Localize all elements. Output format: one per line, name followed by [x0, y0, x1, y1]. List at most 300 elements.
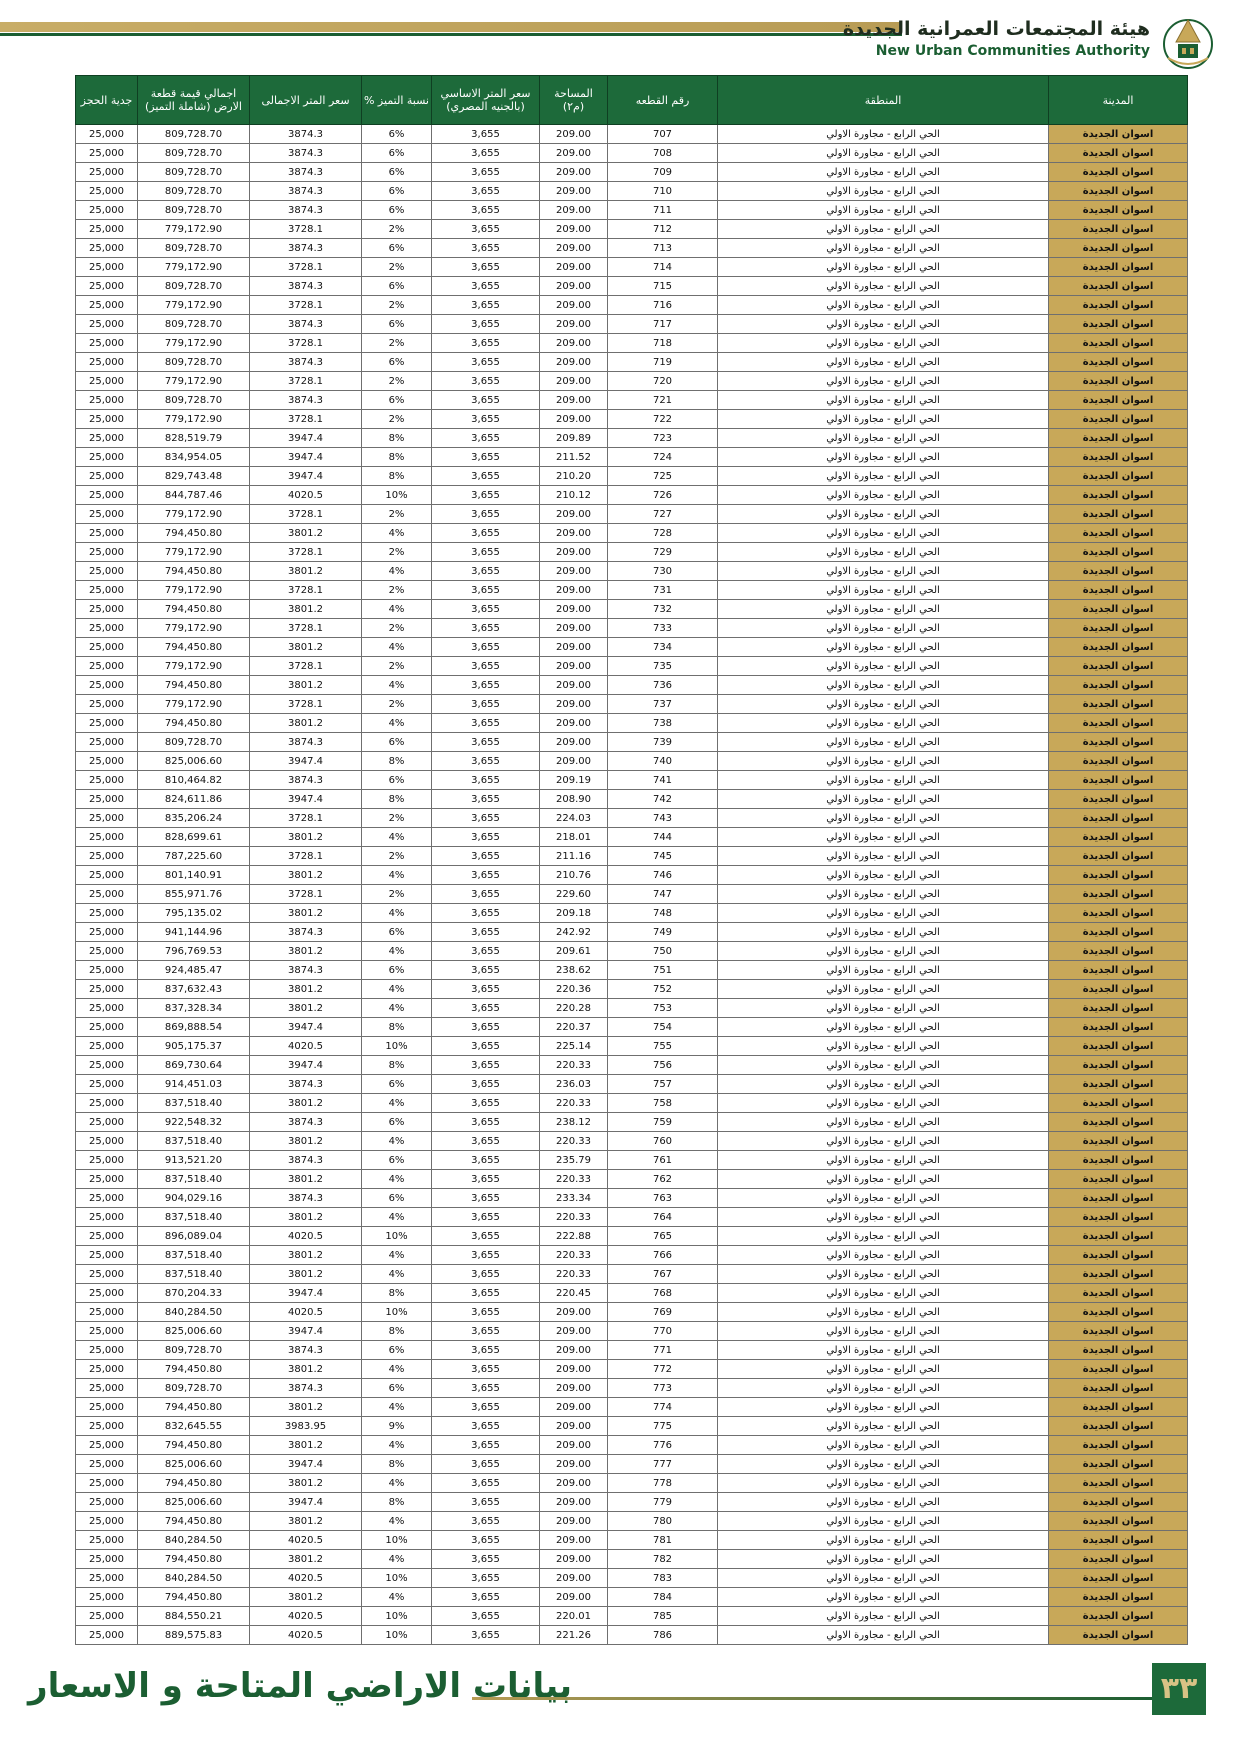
nuca-logo-icon: [1160, 14, 1216, 70]
cell-total-price: 3874.3: [250, 391, 362, 410]
cell-region: الحي الرابع - مجاورة الاولي: [718, 1189, 1049, 1208]
table-row: [76, 619, 1188, 638]
cell-total-price: 3874.3: [250, 315, 362, 334]
cell-area: 211.52: [540, 448, 608, 467]
cell-premium: 6%: [362, 961, 432, 980]
cell-deposit: 25,000: [76, 961, 138, 980]
cell-total: 869,888.54: [138, 1018, 250, 1037]
cell-total: 809,728.70: [138, 277, 250, 296]
table-header-row: [76, 76, 1188, 125]
cell-region: الحي الرابع - مجاورة الاولي: [718, 486, 1049, 505]
table-row: [76, 410, 1188, 429]
cell-base-price: 3,655: [432, 1379, 540, 1398]
cell-premium: 8%: [362, 790, 432, 809]
cell-deposit: 25,000: [76, 1588, 138, 1607]
cell-city: اسوان الجديدة: [1049, 885, 1188, 904]
cell-total: 801,140.91: [138, 866, 250, 885]
cell-area: 209.00: [540, 1588, 608, 1607]
cell-plot: 723: [608, 429, 718, 448]
cell-base-price: 3,655: [432, 1284, 540, 1303]
cell-region: الحي الرابع - مجاورة الاولي: [718, 1056, 1049, 1075]
cell-plot: 754: [608, 1018, 718, 1037]
cell-city: اسوان الجديدة: [1049, 1265, 1188, 1284]
cell-deposit: 25,000: [76, 1246, 138, 1265]
cell-base-price: 3,655: [432, 220, 540, 239]
cell-region: الحي الرابع - مجاورة الاولي: [718, 866, 1049, 885]
cell-deposit: 25,000: [76, 695, 138, 714]
cell-premium: 4%: [362, 1246, 432, 1265]
cell-premium: 8%: [362, 448, 432, 467]
org-name-arabic: هيئة المجتمعات العمرانية الجديدة: [842, 18, 1150, 40]
cell-deposit: 25,000: [76, 201, 138, 220]
cell-total-price: 3874.3: [250, 1341, 362, 1360]
cell-base-price: 3,655: [432, 1151, 540, 1170]
cell-total-price: 3801.2: [250, 1132, 362, 1151]
cell-region: الحي الرابع - مجاورة الاولي: [718, 1284, 1049, 1303]
cell-area: 209.00: [540, 1341, 608, 1360]
cell-total-price: 4020.5: [250, 1037, 362, 1056]
cell-city: اسوان الجديدة: [1049, 619, 1188, 638]
cell-deposit: 25,000: [76, 163, 138, 182]
cell-premium: 2%: [362, 885, 432, 904]
cell-premium: 6%: [362, 353, 432, 372]
cell-total: 828,699.61: [138, 828, 250, 847]
cell-total: 844,787.46: [138, 486, 250, 505]
cell-premium: 2%: [362, 657, 432, 676]
cell-deposit: 25,000: [76, 1265, 138, 1284]
cell-premium: 2%: [362, 372, 432, 391]
cell-total-price: 3801.2: [250, 866, 362, 885]
cell-total: 779,172.90: [138, 695, 250, 714]
cell-area: 209.00: [540, 695, 608, 714]
cell-base-price: 3,655: [432, 1550, 540, 1569]
cell-total-price: 3801.2: [250, 980, 362, 999]
cell-city: اسوان الجديدة: [1049, 296, 1188, 315]
cell-region: الحي الرابع - مجاورة الاولي: [718, 1436, 1049, 1455]
cell-premium: 10%: [362, 1607, 432, 1626]
cell-total-price: 3728.1: [250, 581, 362, 600]
cell-base-price: 3,655: [432, 1626, 540, 1645]
cell-region: الحي الرابع - مجاورة الاولي: [718, 809, 1049, 828]
cell-city: اسوان الجديدة: [1049, 1284, 1188, 1303]
cell-total: 794,450.80: [138, 638, 250, 657]
cell-plot: 755: [608, 1037, 718, 1056]
cell-total: 809,728.70: [138, 163, 250, 182]
cell-plot: 781: [608, 1531, 718, 1550]
cell-region: الحي الرابع - مجاورة الاولي: [718, 1208, 1049, 1227]
table-row: [76, 391, 1188, 410]
cell-city: اسوان الجديدة: [1049, 1550, 1188, 1569]
cell-region: الحي الرابع - مجاورة الاولي: [718, 847, 1049, 866]
cell-premium: 4%: [362, 714, 432, 733]
table-row: [76, 923, 1188, 942]
cell-total: 809,728.70: [138, 1341, 250, 1360]
footer-title: بيانات الاراضي المتاحة و الاسعار: [28, 1666, 572, 1706]
cell-area: 209.00: [540, 1512, 608, 1531]
cell-city: اسوان الجديدة: [1049, 1474, 1188, 1493]
cell-total: 794,450.80: [138, 1550, 250, 1569]
cell-city: اسوان الجديدة: [1049, 676, 1188, 695]
cell-region: الحي الرابع - مجاورة الاولي: [718, 828, 1049, 847]
table-row: [76, 657, 1188, 676]
cell-total-price: 3947.4: [250, 429, 362, 448]
cell-base-price: 3,655: [432, 1607, 540, 1626]
cell-base-price: 3,655: [432, 239, 540, 258]
cell-deposit: 25,000: [76, 1474, 138, 1493]
cell-total-price: 4020.5: [250, 1227, 362, 1246]
cell-region: الحي الرابع - مجاورة الاولي: [718, 1626, 1049, 1645]
table-row: [76, 1151, 1188, 1170]
cell-premium: 4%: [362, 828, 432, 847]
cell-plot: 707: [608, 125, 718, 144]
cell-plot: 775: [608, 1417, 718, 1436]
cell-region: الحي الرابع - مجاورة الاولي: [718, 1569, 1049, 1588]
cell-base-price: 3,655: [432, 1246, 540, 1265]
cell-deposit: 25,000: [76, 543, 138, 562]
cell-city: اسوان الجديدة: [1049, 277, 1188, 296]
table-row: [76, 239, 1188, 258]
cell-area: 220.33: [540, 1208, 608, 1227]
cell-region: الحي الرابع - مجاورة الاولي: [718, 296, 1049, 315]
cell-total-price: 3801.2: [250, 562, 362, 581]
header-gold-bar: [0, 22, 902, 32]
cell-deposit: 25,000: [76, 942, 138, 961]
cell-deposit: 25,000: [76, 1436, 138, 1455]
col-total-price-header: سعر المتر الاجمالى: [250, 76, 362, 125]
cell-deposit: 25,000: [76, 904, 138, 923]
cell-premium: 10%: [362, 1531, 432, 1550]
cell-base-price: 3,655: [432, 999, 540, 1018]
cell-base-price: 3,655: [432, 828, 540, 847]
cell-total-price: 3874.3: [250, 961, 362, 980]
cell-plot: 709: [608, 163, 718, 182]
cell-total-price: 3728.1: [250, 410, 362, 429]
cell-premium: 10%: [362, 1569, 432, 1588]
cell-area: 209.00: [540, 220, 608, 239]
cell-total: 809,728.70: [138, 144, 250, 163]
table-row: [76, 714, 1188, 733]
cell-area: 222.88: [540, 1227, 608, 1246]
cell-plot: 772: [608, 1360, 718, 1379]
cell-region: الحي الرابع - مجاورة الاولي: [718, 1588, 1049, 1607]
cell-premium: 10%: [362, 1303, 432, 1322]
cell-area: 211.16: [540, 847, 608, 866]
cell-base-price: 3,655: [432, 315, 540, 334]
cell-base-price: 3,655: [432, 980, 540, 999]
cell-premium: 4%: [362, 866, 432, 885]
cell-premium: 8%: [362, 1284, 432, 1303]
cell-area: 209.00: [540, 258, 608, 277]
cell-premium: 2%: [362, 847, 432, 866]
cell-area: 209.00: [540, 1303, 608, 1322]
cell-base-price: 3,655: [432, 676, 540, 695]
table-row: [76, 1189, 1188, 1208]
cell-premium: 9%: [362, 1417, 432, 1436]
cell-total: 837,518.40: [138, 1132, 250, 1151]
cell-city: اسوان الجديدة: [1049, 1379, 1188, 1398]
cell-area: 209.00: [540, 125, 608, 144]
cell-total: 794,450.80: [138, 1512, 250, 1531]
cell-plot: 742: [608, 790, 718, 809]
cell-plot: 730: [608, 562, 718, 581]
cell-plot: 714: [608, 258, 718, 277]
table-row: [76, 1626, 1188, 1645]
cell-region: الحي الرابع - مجاورة الاولي: [718, 391, 1049, 410]
cell-premium: 2%: [362, 581, 432, 600]
cell-city: اسوان الجديدة: [1049, 638, 1188, 657]
cell-total: 796,769.53: [138, 942, 250, 961]
cell-region: الحي الرابع - مجاورة الاولي: [718, 619, 1049, 638]
cell-city: اسوان الجديدة: [1049, 980, 1188, 999]
cell-city: اسوان الجديدة: [1049, 999, 1188, 1018]
cell-premium: 6%: [362, 1341, 432, 1360]
cell-total: 809,728.70: [138, 201, 250, 220]
cell-premium: 6%: [362, 1379, 432, 1398]
cell-premium: 6%: [362, 163, 432, 182]
cell-city: اسوان الجديدة: [1049, 1170, 1188, 1189]
cell-region: الحي الرابع - مجاورة الاولي: [718, 144, 1049, 163]
cell-plot: 713: [608, 239, 718, 258]
cell-base-price: 3,655: [432, 847, 540, 866]
cell-total-price: 3728.1: [250, 296, 362, 315]
table-row: [76, 353, 1188, 372]
cell-region: الحي الرابع - مجاورة الاولي: [718, 1227, 1049, 1246]
cell-premium: 4%: [362, 1436, 432, 1455]
cell-plot: 711: [608, 201, 718, 220]
cell-plot: 722: [608, 410, 718, 429]
cell-deposit: 25,000: [76, 1208, 138, 1227]
cell-total: 834,954.05: [138, 448, 250, 467]
cell-deposit: 25,000: [76, 486, 138, 505]
cell-total: 889,575.83: [138, 1626, 250, 1645]
table-row: [76, 1303, 1188, 1322]
cell-plot: 746: [608, 866, 718, 885]
cell-base-price: 3,655: [432, 581, 540, 600]
cell-city: اسوان الجديدة: [1049, 1189, 1188, 1208]
cell-city: اسوان الجديدة: [1049, 1075, 1188, 1094]
cell-plot: 771: [608, 1341, 718, 1360]
cell-deposit: 25,000: [76, 372, 138, 391]
table-row: [76, 581, 1188, 600]
cell-total-price: 3874.3: [250, 144, 362, 163]
cell-deposit: 25,000: [76, 448, 138, 467]
cell-area: 209.00: [540, 1322, 608, 1341]
cell-city: اسوان الجديدة: [1049, 562, 1188, 581]
table-row: [76, 1379, 1188, 1398]
header-green-line: [0, 33, 902, 36]
cell-base-price: 3,655: [432, 486, 540, 505]
cell-area: 210.76: [540, 866, 608, 885]
cell-base-price: 3,655: [432, 277, 540, 296]
cell-plot: 715: [608, 277, 718, 296]
cell-total-price: 3874.3: [250, 1379, 362, 1398]
cell-base-price: 3,655: [432, 163, 540, 182]
cell-total: 794,450.80: [138, 1398, 250, 1417]
cell-area: 209.00: [540, 619, 608, 638]
cell-premium: 6%: [362, 733, 432, 752]
cell-total-price: 3728.1: [250, 619, 362, 638]
cell-premium: 4%: [362, 1360, 432, 1379]
cell-deposit: 25,000: [76, 733, 138, 752]
cell-total: 941,144.96: [138, 923, 250, 942]
cell-city: اسوان الجديدة: [1049, 125, 1188, 144]
cell-area: 209.61: [540, 942, 608, 961]
cell-city: اسوان الجديدة: [1049, 239, 1188, 258]
cell-premium: 2%: [362, 695, 432, 714]
cell-total: 825,006.60: [138, 752, 250, 771]
cell-premium: 8%: [362, 429, 432, 448]
cell-total: 779,172.90: [138, 619, 250, 638]
cell-city: اسوان الجديدة: [1049, 1151, 1188, 1170]
cell-region: الحي الرابع - مجاورة الاولي: [718, 771, 1049, 790]
table-row: [76, 847, 1188, 866]
cell-plot: 766: [608, 1246, 718, 1265]
cell-area: 220.01: [540, 1607, 608, 1626]
cell-deposit: 25,000: [76, 676, 138, 695]
cell-base-price: 3,655: [432, 1455, 540, 1474]
cell-city: اسوان الجديدة: [1049, 1531, 1188, 1550]
cell-city: اسوان الجديدة: [1049, 1094, 1188, 1113]
table-row: [76, 182, 1188, 201]
table-row: [76, 904, 1188, 923]
cell-premium: 6%: [362, 315, 432, 334]
cell-total: 809,728.70: [138, 182, 250, 201]
cell-base-price: 3,655: [432, 1132, 540, 1151]
cell-base-price: 3,655: [432, 410, 540, 429]
cell-deposit: 25,000: [76, 790, 138, 809]
cell-total: 794,450.80: [138, 1588, 250, 1607]
cell-area: 209.00: [540, 1379, 608, 1398]
cell-deposit: 25,000: [76, 277, 138, 296]
cell-plot: 727: [608, 505, 718, 524]
cell-region: الحي الرابع - مجاورة الاولي: [718, 429, 1049, 448]
cell-total-price: 3801.2: [250, 1474, 362, 1493]
table-row: [76, 1227, 1188, 1246]
cell-area: 220.45: [540, 1284, 608, 1303]
cell-area: 221.26: [540, 1626, 608, 1645]
cell-premium: 4%: [362, 1550, 432, 1569]
cell-premium: 4%: [362, 980, 432, 999]
cell-region: الحي الرابع - مجاورة الاولي: [718, 1455, 1049, 1474]
cell-deposit: 25,000: [76, 866, 138, 885]
cell-plot: 734: [608, 638, 718, 657]
cell-region: الحي الرابع - مجاورة الاولي: [718, 885, 1049, 904]
cell-area: 209.00: [540, 163, 608, 182]
cell-premium: 6%: [362, 144, 432, 163]
table-row: [76, 1075, 1188, 1094]
cell-city: اسوان الجديدة: [1049, 467, 1188, 486]
table-row: [76, 334, 1188, 353]
cell-plot: 748: [608, 904, 718, 923]
cell-region: الحي الرابع - مجاورة الاولي: [718, 1550, 1049, 1569]
cell-plot: 783: [608, 1569, 718, 1588]
cell-base-price: 3,655: [432, 448, 540, 467]
cell-total: 779,172.90: [138, 543, 250, 562]
cell-premium: 2%: [362, 258, 432, 277]
cell-total: 840,284.50: [138, 1569, 250, 1588]
cell-total: 825,006.60: [138, 1493, 250, 1512]
cell-total-price: 3874.3: [250, 277, 362, 296]
footer-line: [472, 1697, 1152, 1700]
cell-premium: 6%: [362, 771, 432, 790]
cell-area: 209.00: [540, 524, 608, 543]
cell-deposit: 25,000: [76, 524, 138, 543]
cell-premium: 4%: [362, 1474, 432, 1493]
cell-base-price: 3,655: [432, 562, 540, 581]
cell-deposit: 25,000: [76, 923, 138, 942]
cell-region: الحي الرابع - مجاورة الاولي: [718, 1379, 1049, 1398]
cell-base-price: 3,655: [432, 942, 540, 961]
cell-premium: 2%: [362, 410, 432, 429]
cell-deposit: 25,000: [76, 220, 138, 239]
cell-total-price: 4020.5: [250, 1626, 362, 1645]
cell-city: اسوان الجديدة: [1049, 942, 1188, 961]
cell-area: 209.00: [540, 410, 608, 429]
cell-region: الحي الرابع - مجاورة الاولي: [718, 1474, 1049, 1493]
cell-premium: 6%: [362, 125, 432, 144]
cell-total-price: 3801.2: [250, 1360, 362, 1379]
cell-base-price: 3,655: [432, 1474, 540, 1493]
cell-base-price: 3,655: [432, 1417, 540, 1436]
cell-plot: 729: [608, 543, 718, 562]
cell-area: 242.92: [540, 923, 608, 942]
cell-premium: 6%: [362, 277, 432, 296]
cell-premium: 6%: [362, 391, 432, 410]
cell-city: اسوان الجديدة: [1049, 714, 1188, 733]
cell-total: 870,204.33: [138, 1284, 250, 1303]
cell-deposit: 25,000: [76, 638, 138, 657]
cell-region: الحي الرابع - مجاورة الاولي: [718, 372, 1049, 391]
table-row: [76, 429, 1188, 448]
cell-area: 218.01: [540, 828, 608, 847]
cell-total-price: 3728.1: [250, 695, 362, 714]
cell-total-price: 3728.1: [250, 657, 362, 676]
cell-region: الحي الرابع - مجاورة الاولي: [718, 1170, 1049, 1189]
cell-plot: 720: [608, 372, 718, 391]
cell-deposit: 25,000: [76, 1379, 138, 1398]
cell-plot: 744: [608, 828, 718, 847]
cell-area: 209.00: [540, 505, 608, 524]
cell-premium: 4%: [362, 1094, 432, 1113]
cell-area: 209.00: [540, 144, 608, 163]
cell-premium: 6%: [362, 1113, 432, 1132]
table-row: [76, 942, 1188, 961]
cell-total: 809,728.70: [138, 315, 250, 334]
cell-base-price: 3,655: [432, 1208, 540, 1227]
cell-region: الحي الرابع - مجاورة الاولي: [718, 239, 1049, 258]
cell-premium: 4%: [362, 562, 432, 581]
col-total-header: اجمالي قيمة قطعة الارض (شاملة التميز): [138, 76, 250, 125]
cell-total: 779,172.90: [138, 581, 250, 600]
cell-plot: 712: [608, 220, 718, 239]
cell-deposit: 25,000: [76, 429, 138, 448]
cell-area: 209.00: [540, 676, 608, 695]
cell-area: 209.00: [540, 1550, 608, 1569]
cell-premium: 4%: [362, 1208, 432, 1227]
cell-area: 209.00: [540, 657, 608, 676]
cell-region: الحي الرابع - مجاورة الاولي: [718, 505, 1049, 524]
cell-city: اسوان الجديدة: [1049, 1588, 1188, 1607]
cell-city: اسوان الجديدة: [1049, 448, 1188, 467]
cell-total: 825,006.60: [138, 1322, 250, 1341]
cell-area: 209.00: [540, 733, 608, 752]
cell-total: 809,728.70: [138, 125, 250, 144]
cell-area: 220.33: [540, 1094, 608, 1113]
cell-region: الحي الرابع - مجاورة الاولي: [718, 1493, 1049, 1512]
cell-plot: 743: [608, 809, 718, 828]
cell-plot: 739: [608, 733, 718, 752]
cell-area: 238.62: [540, 961, 608, 980]
